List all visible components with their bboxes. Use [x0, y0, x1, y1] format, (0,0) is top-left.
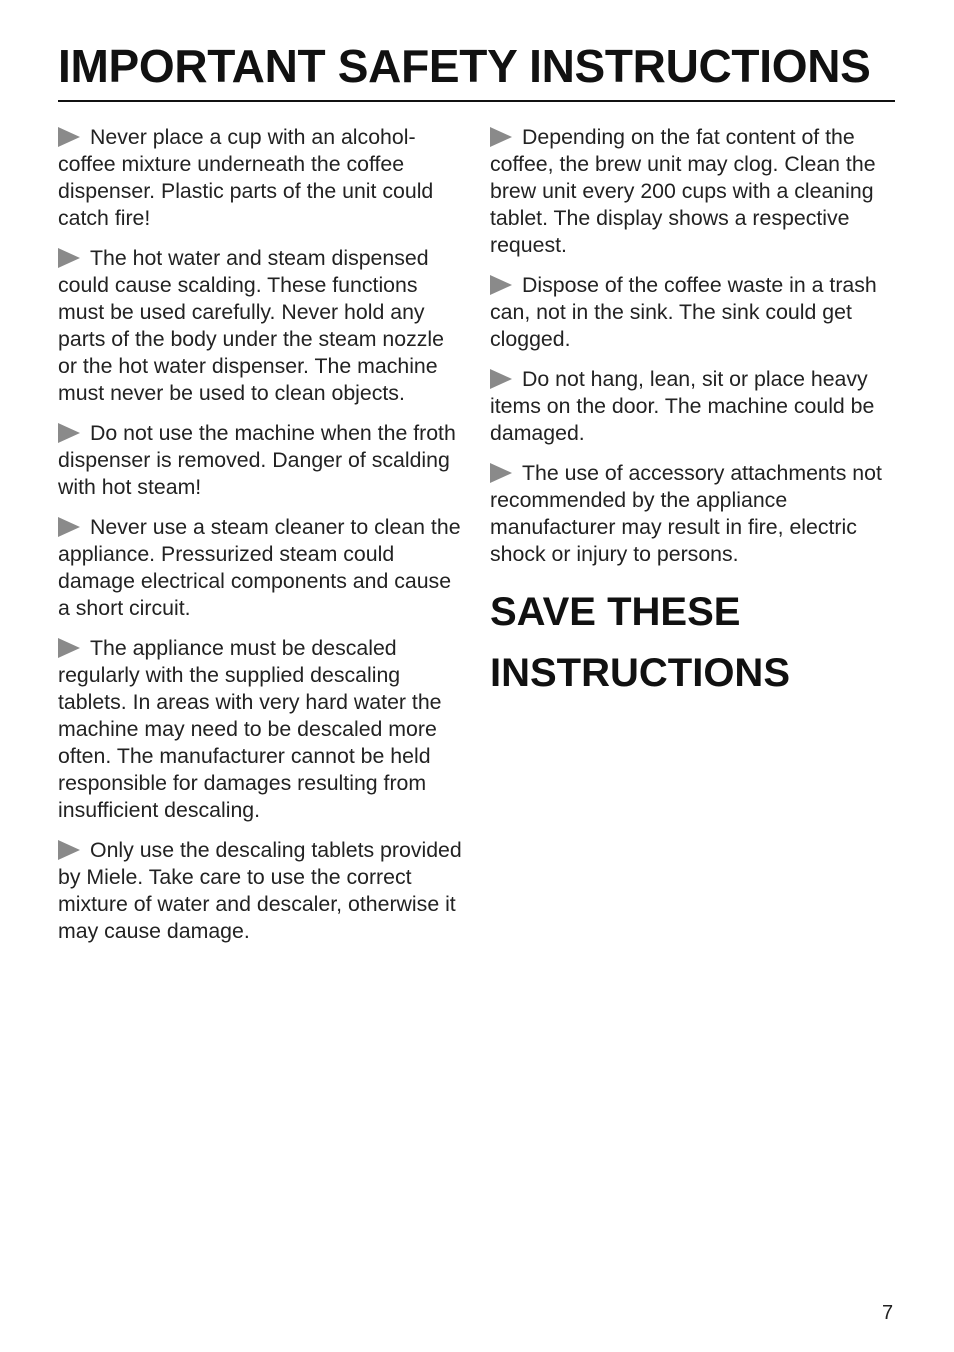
save-instructions-heading — [490, 582, 900, 704]
save-heading-line-2: INSTRUCTIONS — [490, 651, 790, 695]
safety-item-text: Dispose of the coffee waste in a trash can, not in the sink. The sink could get clogged. — [490, 273, 877, 351]
safety-item — [58, 837, 468, 945]
safety-item-text: The use of accessory attachments not recommended by the appliance manufacturer may result in fire, electric shock or injury to persons. — [490, 461, 882, 566]
safety-item — [490, 272, 900, 353]
triangle-bullet-icon — [490, 127, 512, 147]
page-title: IMPORTANT SAFETY INSTRUCTIONS — [58, 40, 871, 92]
safety-item — [58, 420, 468, 501]
safety-item-text: Do not hang, lean, sit or place heavy items on the door. The machine could be damaged. — [490, 367, 875, 445]
safety-item — [58, 245, 468, 407]
triangle-bullet-icon — [58, 248, 80, 268]
triangle-bullet-icon — [58, 638, 80, 658]
triangle-bullet-icon — [490, 369, 512, 389]
safety-item-text: Never place a cup with an alcohol-coffee mixture underneath the coffee dispenser. Plastic parts of the unit could catch fire! — [58, 125, 434, 230]
safety-item-text: Only use the descaling tablets provided by Miele. Take care to use the correct mixture of water and descaler, otherwise it may cause damage. — [58, 838, 462, 943]
triangle-bullet-icon — [490, 275, 512, 295]
triangle-bullet-icon — [490, 463, 512, 483]
safety-item — [490, 124, 900, 259]
triangle-bullet-icon — [58, 840, 80, 860]
triangle-bullet-icon — [58, 517, 80, 537]
safety-item-text: The appliance must be descaled regularly with the supplied descaling tablets. In areas with very hard water the machine may need to be descaled more often. The manufacturer cannot be held responsible for damages resulting from insufficient descaling. — [58, 636, 442, 822]
safety-item-text: Never use a steam cleaner to clean the appliance. Pressurized steam could damage electrical components and cause a short circuit. — [58, 515, 461, 620]
safety-item — [58, 124, 468, 232]
save-heading-line-1: SAVE THESE — [490, 590, 741, 634]
right-column — [490, 124, 900, 704]
title-divider — [58, 100, 895, 102]
safety-item-text: The hot water and steam dispensed could cause scalding. These functions must be used carefully. Never hold any parts of the body under the steam nozzle or the hot water dispenser. The machine must never be used to clean objects. — [58, 246, 444, 405]
safety-item — [58, 514, 468, 622]
left-column — [58, 124, 468, 958]
safety-item — [490, 460, 900, 568]
safety-item — [490, 366, 900, 447]
page-number: 7 — [882, 1302, 894, 1324]
triangle-bullet-icon — [58, 127, 80, 147]
safety-item-text: Do not use the machine when the froth dispenser is removed. Danger of scalding with hot steam! — [58, 421, 456, 499]
triangle-bullet-icon — [58, 423, 80, 443]
safety-item-text: Depending on the fat content of the coffee, the brew unit may clog. Clean the brew unit every 200 cups with a cleaning tablet. The display shows a respective request. — [490, 125, 876, 257]
safety-item — [58, 635, 468, 824]
